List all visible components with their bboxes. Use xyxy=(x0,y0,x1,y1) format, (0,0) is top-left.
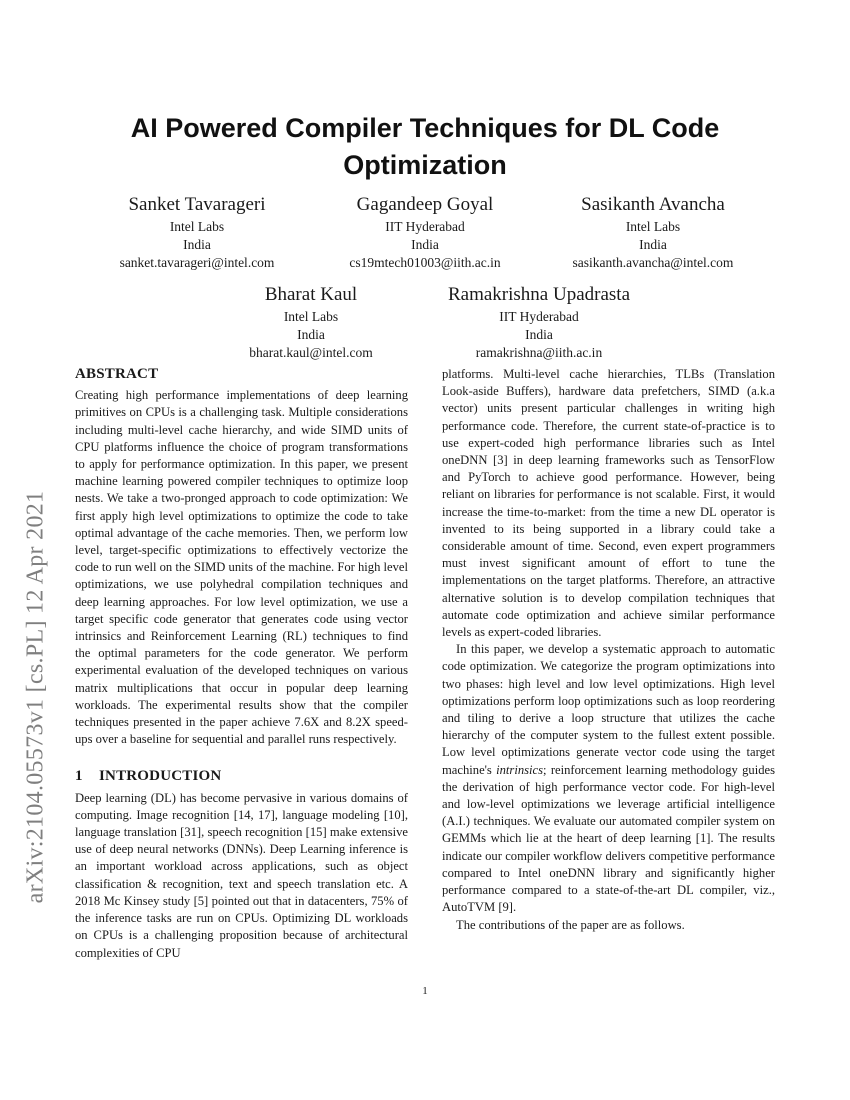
emphasis-text: intrinsics xyxy=(496,762,544,777)
section-number: 1 xyxy=(75,768,83,785)
author-email: ramakrishna@iith.ac.in xyxy=(475,345,603,360)
author-block xyxy=(82,192,312,272)
author-country: India xyxy=(411,237,439,252)
paragraph-text: ; reinforcement learning methodology guides the derivation of high performance vector code. For high-level and low-level optimizations we leverage artificial intelligence (A.I.) techniques. We evaluate our automated compiler system on GEMMs which lie at the heart of deep learning [1]. The results indicate our compiler workflow delivers competitive performance compared to Intel oneDNN library and significantly higher performance compared to a state-of-the-art DL compiler, viz., AutoTVM [9]. xyxy=(442,762,775,915)
author-affiliation: IIT Hyderabad xyxy=(385,219,465,234)
author-affiliation: IIT Hyderabad xyxy=(499,309,579,324)
author-email: sasikanth.avancha@intel.com xyxy=(572,255,734,270)
author-email: sanket.tavarageri@intel.com xyxy=(119,255,275,270)
author-block xyxy=(538,192,768,272)
author-country: India xyxy=(525,327,553,342)
body-paragraph xyxy=(442,641,775,916)
paragraph-text: In this paper, we develop a systematic approach to automatic code optimization. We categorize the program optimizations into two phases: high level and low level optimizations. High level optimizations perform loop optimizations such as loop reordering and tiling to derive a loop structure that utilizes the cache hierarchy of the computer system to the fullest extent possible. Low level optimizations generate vector code using the target machine's xyxy=(442,642,775,777)
paper-title: AI Powered Compiler Techniques for DL Code Optimization xyxy=(130,113,720,180)
abstract-text: Creating high performance implementations of deep learning primitives on CPUs is a challenging task. Multiple considerations including multi-level cache hierarchy, and wide SIMD units of CPU platforms influence the choice of program transformations to apply for performance optimization. In this paper, we present machine learning powered compiler techniques to optimize loop nests. We take a two-pronged approach to code optimization: We first apply high level optimizations to optimize the code to take optimal advantage of the cache memories. Then, we perform low level, target-specific optimizations to effectively vectorize the code to run well on the SIMD units of the machine. For high level optimizations, we use polyhedral compilation techniques and deep learning approaches. For low level optimization, we use a target specific code generator that generates code using vector intrinsics and Reinforcement Learning (RL) techniques to find the optimal parameters for the code generator. We perform experimental evaluation of the developed techniques on various matrix multiplications that occur in popular deep learning workloads. The experimental results show that the compiler techniques presented in the paper achieve 7.6X and 8.2X speed-ups over a baseline for sequential and parallel runs respectively. xyxy=(75,388,408,747)
author-email: cs19mtech01003@iith.ac.in xyxy=(349,255,501,270)
author-country: India xyxy=(183,237,211,252)
author-name: Sanket Tavarageri xyxy=(128,194,266,215)
author-email: bharat.kaul@intel.com xyxy=(249,345,373,360)
introduction-heading xyxy=(75,768,408,785)
body-paragraph: The contributions of the paper are as follows. xyxy=(456,917,685,932)
author-block xyxy=(310,192,540,272)
introduction-paragraph: Deep learning (DL) has become pervasive in various domains of computing. Image recognition [14, 17], language modeling [10], language translation [31], speech recognition [15] make extensive use of deep neural networks (DNNs). Deep Learning inference is an important workload across applications, such as object classification & recognition, text and speech translation etc. A 2018 Mc Kinsey study [5] pointed out that in datacenters, 75% of the inference tasks are run on CPUs. Optimizing DL workloads on CPUs is a challenging proposition because of architectural complexities of CPU xyxy=(75,790,408,960)
left-column xyxy=(75,366,408,962)
author-affiliation: Intel Labs xyxy=(283,309,339,324)
author-name: Gagandeep Goyal xyxy=(356,194,494,215)
body-paragraph: platforms. Multi-level cache hierarchies, TLBs (Translation Look-aside Buffers), hardware data prefetchers, SIMD (a.k.a vector) units present particular challenges in writing high performance code. Therefore, the current state-of-practice is to use expert-coded high performance libraries such as Intel oneDNN [3] in deep learning frameworks such as TensorFlow and PyTorch to achieve good performance. However, being reliant on libraries for performance is not scalable. First, it would increase the time-to-market: from the time a new DL operator is invented to its being supported in a library could take a considerable amount of time. Second, even expert programmers must invest significant amount of effort to tune the implementations on the target platforms. Therefore, an attractive alternative solution is to develop compilation techniques that automate code optimization and achieve similar performance levels as expert-coded libraries. xyxy=(442,367,775,640)
author-affiliation: Intel Labs xyxy=(169,219,225,234)
author-name: Ramakrishna Upadrasta xyxy=(447,284,631,305)
author-country: India xyxy=(639,237,667,252)
right-column xyxy=(442,366,775,934)
page-number: 1 xyxy=(422,985,428,997)
section-title: INTRODUCTION xyxy=(99,768,222,785)
author-block xyxy=(196,282,426,362)
author-name: Sasikanth Avancha xyxy=(581,194,725,215)
arxiv-stamp-text: arXiv:2104.05573v1 [cs.PL] 12 Apr 2021 xyxy=(22,490,49,904)
author-name: Bharat Kaul xyxy=(264,284,358,305)
author-affiliation: Intel Labs xyxy=(625,219,681,234)
author-block xyxy=(424,282,654,362)
abstract-heading: ABSTRACT xyxy=(75,366,159,382)
author-country: India xyxy=(297,327,325,342)
